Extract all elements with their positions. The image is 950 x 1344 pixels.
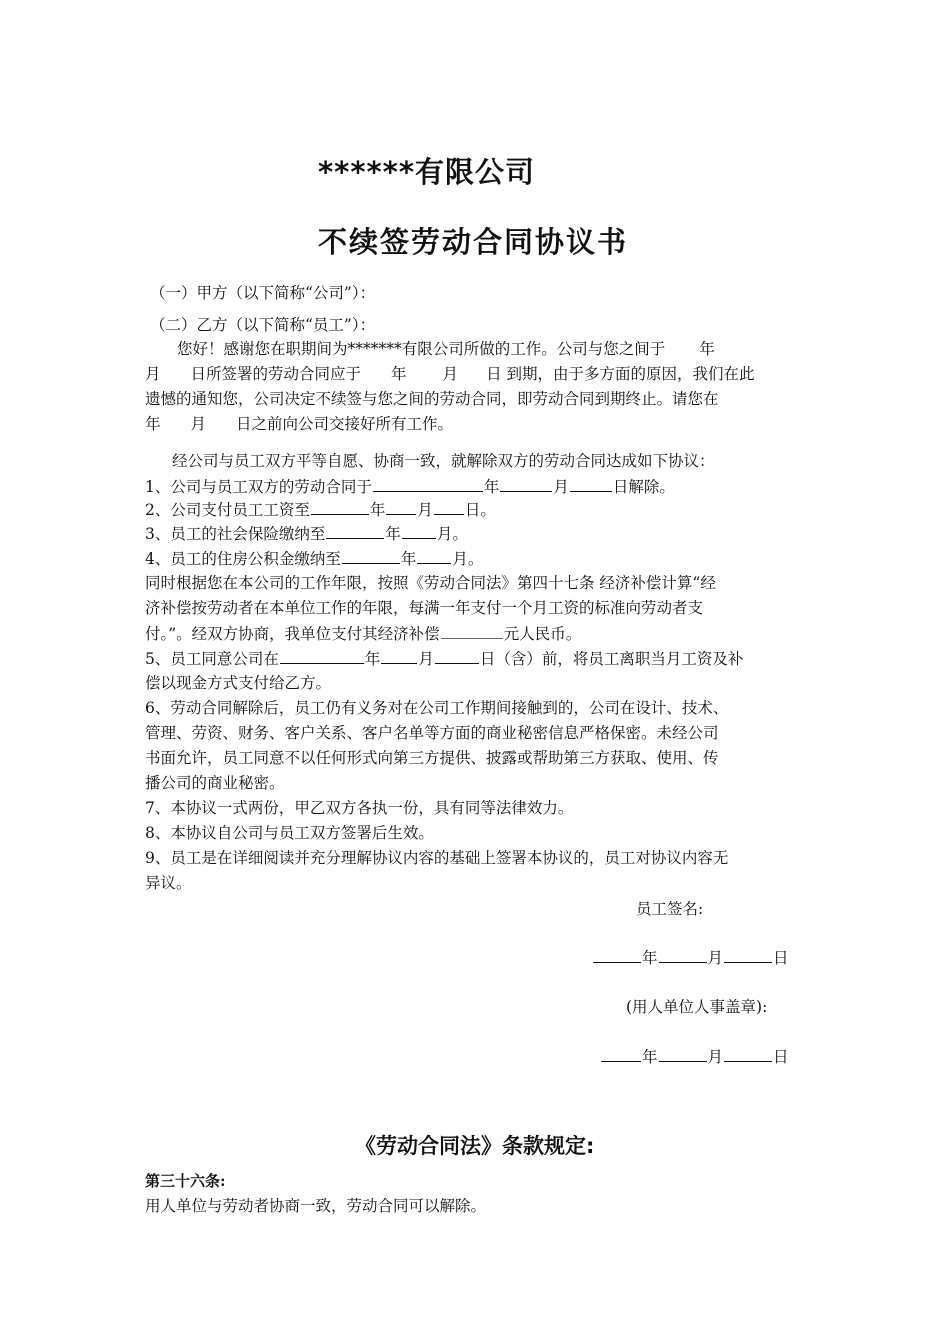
compensation-line-1: 同时根据您在本公司的工作年限，按照《劳动合同法》第四十七条 经济补偿计算“经 xyxy=(145,574,716,592)
item-text: 元人民币。 xyxy=(503,625,582,643)
item-text: 5、员工同意公司在 xyxy=(145,650,279,668)
item-year: 年 xyxy=(400,550,417,568)
date-month: 月 xyxy=(707,949,724,967)
law-section-title: 《劳动合同法》条款规定: xyxy=(355,1134,595,1158)
notice-year: 年 xyxy=(391,365,407,383)
blank-field[interactable] xyxy=(724,946,772,963)
item-2 xyxy=(145,498,496,521)
item-text: 4、员工的住房公积金缴纳至 xyxy=(145,550,341,568)
company-seal-date xyxy=(600,1045,789,1068)
law-article-text: 用人单位与劳动者协商一致，劳动合同可以解除。 xyxy=(145,1197,487,1215)
item-day: 日。 xyxy=(464,501,496,519)
item-1 xyxy=(145,475,675,498)
item-7: 7、本协议一式两份，甲乙双方各执一份，具有同等法律效力。 xyxy=(145,799,574,817)
notice-year: 年 xyxy=(699,340,715,358)
item-month: 月。 xyxy=(452,550,484,568)
date-year: 年 xyxy=(642,1048,658,1066)
notice-line-2 xyxy=(145,363,755,385)
blank-field[interactable] xyxy=(441,622,503,639)
blank-field[interactable] xyxy=(280,647,364,664)
item-text: 付。”。经双方协商，我单位支付其经济补偿 xyxy=(145,625,440,643)
blank-field[interactable] xyxy=(570,475,612,492)
blank-field[interactable] xyxy=(434,498,464,515)
item-9-line-2: 异议。 xyxy=(145,874,192,892)
notice-text: 日 到期，由于多方面的原因，我们在此 xyxy=(486,365,755,383)
employee-signature-label: 员工签名: xyxy=(636,900,704,918)
notice-month: 月 xyxy=(190,415,207,433)
date-day: 日 xyxy=(773,949,789,967)
date-day: 日 xyxy=(773,1048,789,1066)
blank-field[interactable] xyxy=(659,946,707,963)
notice-text: 您好！感谢您在职期间为*******有限公司所做的工作。公司与您之间于 xyxy=(177,340,666,358)
blank-field[interactable] xyxy=(342,547,400,564)
item-6-line-2: 管理、劳资、财务、客户关系、客户名单等方面的商业秘密信息严格保密。未经公司 xyxy=(145,724,719,742)
item-text: 日（含）前，将员工离职当月工资及补 xyxy=(479,650,744,668)
law-article-heading: 第三十六条: xyxy=(145,1172,226,1190)
employee-sign-date xyxy=(592,946,789,969)
notice-line-3: 遗憾的通知您，公司决定不续签与您之间的劳动合同，即劳动合同到期终止。请您在 xyxy=(145,390,719,408)
blank-field[interactable] xyxy=(381,647,417,664)
company-title: ******有限公司 xyxy=(318,155,535,189)
notice-month: 月 xyxy=(145,365,161,383)
blank-field[interactable] xyxy=(402,522,436,539)
item-month: 月 xyxy=(418,650,434,668)
item-month: 月。 xyxy=(436,525,468,543)
blank-field[interactable] xyxy=(435,647,479,664)
item-8: 8、本协议自公司与员工双方签署后生效。 xyxy=(145,824,434,842)
item-month: 月 xyxy=(553,478,569,496)
notice-month: 月 xyxy=(442,365,459,383)
item-5-cont: 偿以现金方式支付给乙方。 xyxy=(145,674,332,692)
party-b-line: （二）乙方（以下简称“员工”）： xyxy=(150,316,376,334)
blank-field[interactable] xyxy=(500,475,552,492)
item-3 xyxy=(145,522,468,545)
blank-field[interactable] xyxy=(373,475,483,492)
blank-field[interactable] xyxy=(326,522,384,539)
date-year: 年 xyxy=(642,949,658,967)
notice-line-1 xyxy=(177,338,715,360)
blank-field[interactable] xyxy=(601,1045,641,1062)
blank-field[interactable] xyxy=(659,1045,707,1062)
item-year: 年 xyxy=(385,525,401,543)
document-title: 不续签劳动合同协议书 xyxy=(318,225,629,259)
notice-year: 年 xyxy=(145,415,161,433)
compensation-line-3 xyxy=(145,622,581,645)
item-5 xyxy=(145,647,743,670)
item-text: 1、公司与员工双方的劳动合同于 xyxy=(145,478,372,496)
blank-field[interactable] xyxy=(311,498,369,515)
item-4 xyxy=(145,547,483,570)
item-6-line-3: 书面允许，员工同意不以任何形式向第三方提供、披露或帮助第三方获取、使用、传 xyxy=(145,749,719,767)
item-year: 年 xyxy=(483,478,500,496)
item-6-line-1: 6、劳动合同解除后，员工仍有义务对在公司工作期间接触到的，公司在设计、技术、 xyxy=(145,699,729,717)
item-9-line-1: 9、员工是在详细阅读并充分理解协议内容的基础上签署本协议的，员工对协议内容无 xyxy=(145,849,729,867)
date-month: 月 xyxy=(707,1048,724,1066)
blank-field[interactable] xyxy=(593,946,641,963)
agreement-intro: 经公司与员工双方平等自愿、协商一致，就解除双方的劳动合同达成如下协议： xyxy=(172,452,715,470)
notice-text: 日所签署的劳动合同应于 xyxy=(190,365,362,383)
item-day: 日解除。 xyxy=(612,478,675,496)
blank-field[interactable] xyxy=(386,498,416,515)
item-text: 3、员工的社会保险缴纳至 xyxy=(145,525,326,543)
notice-text: 日之前向公司交接好所有工作。 xyxy=(236,415,454,433)
item-6-line-4: 播公司的商业秘密。 xyxy=(145,774,285,792)
item-month: 月 xyxy=(417,501,433,519)
item-year: 年 xyxy=(364,650,381,668)
item-year: 年 xyxy=(369,501,386,519)
item-text: 2、公司支付员工工资至 xyxy=(145,501,310,519)
company-seal-label: (用人单位人事盖章): xyxy=(626,998,768,1016)
blank-field[interactable] xyxy=(417,547,451,564)
blank-field[interactable] xyxy=(724,1045,772,1062)
compensation-line-2: 济补偿按劳动者在本单位工作的年限，每满一年支付一个月工资的标准向劳动者支 xyxy=(145,599,704,617)
notice-line-4 xyxy=(145,413,453,435)
party-a-line: （一）甲方（以下简称“公司”）： xyxy=(150,284,376,302)
